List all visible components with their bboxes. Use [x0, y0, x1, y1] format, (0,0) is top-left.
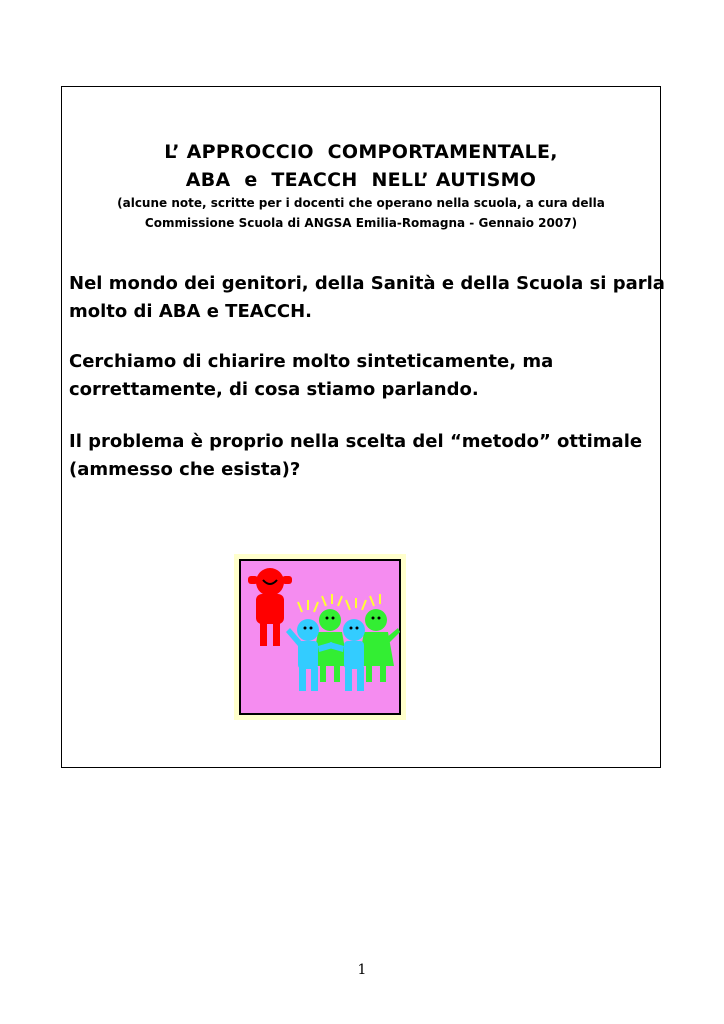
- document-frame: [61, 86, 665, 768]
- paragraph-line: Nel mondo dei genitori, della Sanità e della Scuola si parla: [69, 273, 665, 294]
- document-title-line-1: L’ APPROCCIO COMPORTAMENTALE,: [164, 141, 558, 163]
- paragraph-1: [69, 270, 665, 326]
- paragraph-line: correttamente, di cosa stiamo parlando.: [69, 379, 479, 400]
- paragraph-line: (ammesso che esista)?: [69, 459, 301, 480]
- paragraph-2: [69, 348, 649, 404]
- paragraph-3: [69, 428, 649, 484]
- document-title-line-2: ABA e TEACCH NELL’ AUTISMO: [185, 169, 537, 191]
- page-number: 1: [357, 962, 367, 978]
- paragraph-line: molto di ABA e TEACCH.: [69, 301, 312, 322]
- paragraph-line: Il problema è proprio nella scelta del “metodo” ottimale: [69, 431, 643, 452]
- paragraph-line: Cerchiamo di chiarire molto sinteticamente, ma: [69, 351, 554, 372]
- children-playing-icon: [234, 554, 406, 720]
- document-subtitle-line-1: (alcune note, scritte per i docenti che operano nella scuola, a cura della: [117, 196, 605, 210]
- document-subtitle-line-2: Commissione Scuola di ANGSA Emilia-Romagna - Gennaio 2007): [144, 216, 578, 230]
